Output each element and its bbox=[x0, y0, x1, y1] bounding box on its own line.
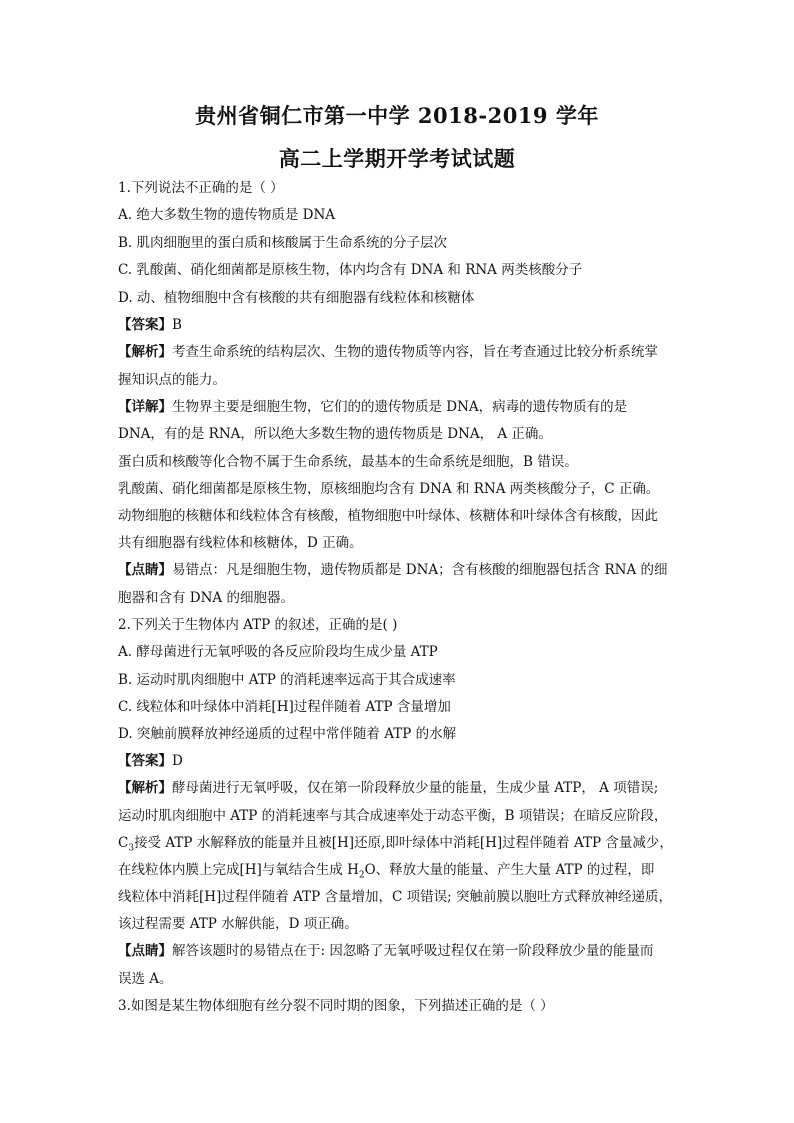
question-1-detail-line-5: 动物细胞的核糖体和线粒体含有核酸，植物细胞中叶绿体、核糖体和叶绿体含有核酸，因此 bbox=[118, 508, 658, 524]
question-1-tip-line-2: 胞器和含有 DNA 的细胞器。 bbox=[118, 590, 294, 606]
question-2-analysis-line-5: 线粒体中消耗[H]过程伴随着 ATP 含量增加，C 项错误; 突触前膜以胞吐方式释放神经递质， bbox=[118, 889, 672, 905]
question-1-detail-line-4: 乳酸菌、硝化细菌都是原核生物，原核细胞均含有 DNA 和 RNA 两类核酸分子，C 正确。 bbox=[118, 481, 660, 497]
question-1-answer bbox=[118, 316, 688, 334]
tip-tag: 【点睛】 bbox=[118, 943, 172, 959]
answer-value: D bbox=[172, 753, 183, 769]
question-2-analysis-line-3 bbox=[118, 834, 688, 858]
tip-text: 易错点：凡是细胞生物，遗传物质都是 DNA；含有核酸的细胞器包括含 RNA 的细 bbox=[172, 562, 668, 578]
question-1-analysis-line-1 bbox=[118, 343, 688, 361]
question-1-detail-line-3: 蛋白质和核酸等化合物不属于生命系统，最基本的生命系统是细胞，B 错误。 bbox=[118, 454, 578, 470]
question-2-option-c: C. 线粒体和叶绿体中消耗[H]过程伴随着 ATP 含量增加 bbox=[118, 699, 451, 715]
question-1-detail-line-6: 共有细胞器有线粒体和核糖体，D 正确。 bbox=[118, 535, 363, 551]
tip-tag: 【点睛】 bbox=[118, 562, 172, 578]
question-3-stem: 3.如图是某生物体细胞有丝分裂不同时期的图象，下列描述正确的是（ ） bbox=[118, 998, 554, 1014]
question-2-tip-line-2: 误选 A。 bbox=[118, 971, 173, 987]
analysis-text: 接受 ATP 水解释放的能量并且被[H]还原,即叶绿体中消耗[H]过程伴随着 ATP 含量减少， bbox=[134, 835, 673, 851]
c3-formula: $C_3$ bbox=[118, 835, 135, 854]
question-2-option-a: A. 酵母菌进行无氧呼吸的各反应阶段均生成少量 ATP bbox=[118, 644, 438, 660]
question-1-detail-line-1 bbox=[118, 398, 688, 416]
question-2-option-d: D. 突触前膜释放神经递质的过程中常伴随着 ATP 的水解 bbox=[118, 726, 457, 742]
document-title-line1: 贵州省铜仁市第一中学 2018-2019 学年 bbox=[195, 103, 599, 128]
question-2-analysis-line-4: 在线粒体内膜上完成[H]与氧结合生成 $H_2O$、释放大量的能量、产生大量 ATP 的过程，即 bbox=[118, 862, 655, 881]
question-2-stem: 2.下列关于生物体内 ATP 的叙述，正确的是( ) bbox=[118, 617, 398, 633]
document-title-line2: 高二上学期开学考试试题 bbox=[278, 146, 516, 171]
question-1-stem: 1.下列说法不正确的是（ ） bbox=[118, 180, 284, 196]
h2o-subscript: 2 bbox=[358, 870, 365, 881]
detail-text: 生物界主要是细胞生物，它们的的遗传物质是 DNA，病毒的遗传物质有的是 bbox=[172, 399, 628, 415]
question-1-analysis-line-2: 握知识点的能力。 bbox=[118, 372, 226, 388]
answer-tag: 【答案】 bbox=[118, 753, 172, 769]
analysis-tag: 【解析】 bbox=[118, 780, 172, 796]
question-2-analysis-line-6: 该过程需要 ATP 水解供能，D 项正确。 bbox=[118, 916, 358, 932]
answer-tag: 【答案】 bbox=[118, 317, 172, 333]
question-2-analysis-line-1 bbox=[118, 779, 688, 797]
question-2-tip-line-1 bbox=[118, 942, 688, 960]
detail-tag: 【详解】 bbox=[118, 399, 172, 415]
analysis-text: 考查生命系统的结构层次、生物的遗传物质等内容，旨在考查通过比较分析系统掌 bbox=[172, 344, 658, 360]
analysis-text: 酵母菌进行无氧呼吸，仅在第一阶段释放少量的能量，生成少量 ATP， A 项错误; bbox=[172, 780, 659, 796]
question-1-tip-line-1 bbox=[118, 561, 688, 579]
question-1-option-c: C. 乳酸菌、硝化细菌都是原核生物，体内均含有 DNA 和 RNA 两类核酸分子 bbox=[118, 262, 583, 278]
question-2-option-b: B. 运动时肌肉细胞中 ATP 的消耗速率远高于其合成速率 bbox=[118, 672, 456, 688]
analysis-tag: 【解析】 bbox=[118, 344, 172, 360]
question-1-option-b: B. 肌肉细胞里的蛋白质和核酸属于生命系统的分子层次 bbox=[118, 235, 448, 251]
question-1-detail-line-2: DNA，有的是 RNA，所以绝大多数生物的遗传物质是 DNA， A 正确。 bbox=[118, 426, 552, 442]
question-2-analysis-line-2: 运动时肌肉细胞中 ATP 的消耗速率与其合成速率处于动态平衡，B 项错误；在暗反应阶段， bbox=[118, 808, 668, 824]
tip-text: 解答该题时的易错点在于: 因忽略了无氧呼吸过程仅在第一阶段释放少量的能量而 bbox=[172, 943, 654, 959]
question-1-option-a: A. 绝大多数生物的遗传物质是 DNA bbox=[118, 207, 336, 223]
question-1-option-d: D. 动、植物细胞中含有核酸的共有细胞器有线粒体和核糖体 bbox=[118, 290, 475, 306]
question-2-answer bbox=[118, 752, 688, 770]
answer-value: B bbox=[172, 317, 182, 333]
